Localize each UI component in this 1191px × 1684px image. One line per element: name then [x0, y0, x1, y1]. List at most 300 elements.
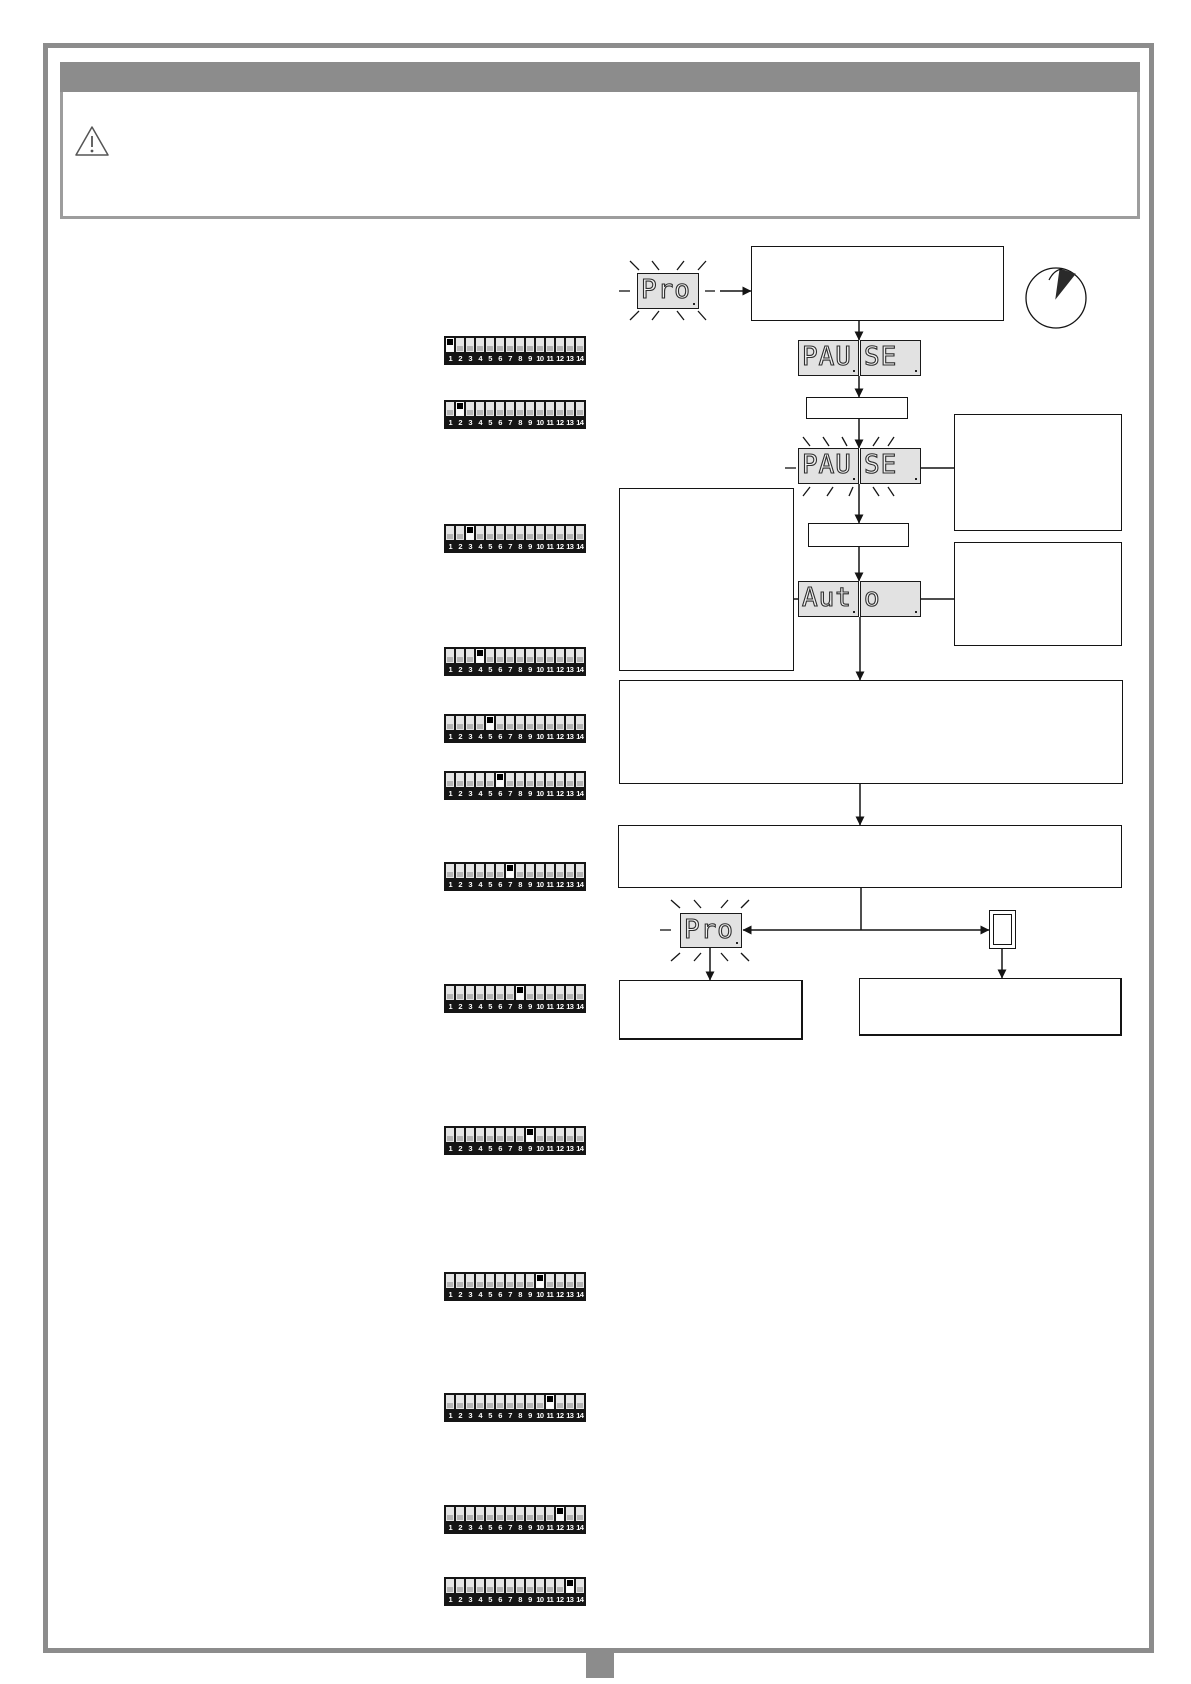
dip-switch-knob: [477, 724, 483, 729]
dip-switch-3: [466, 1274, 474, 1288]
dip-switch-number: 7: [508, 1411, 512, 1420]
dip-switch-number: 5: [488, 732, 492, 741]
dip-switch-number: 4: [478, 880, 482, 889]
dip-switch-knob: [487, 994, 493, 999]
dip-switch-block-5: [444, 714, 586, 743]
dip-switch-2: [456, 773, 464, 787]
dip-switch-number: 8: [518, 1290, 522, 1299]
dip-switch-knob: [497, 534, 503, 539]
dip-switch-knob: [467, 410, 473, 415]
dip-switch-knob: [477, 1136, 483, 1141]
dip-switch-number: 2: [458, 1411, 462, 1420]
dip-switch-14: [576, 1579, 584, 1593]
dip-switch-knob: [557, 1282, 563, 1287]
dip-switch-knob: [527, 1587, 533, 1592]
dip-switch-number: 14: [576, 1002, 584, 1011]
dip-switch-block-10: [444, 1272, 586, 1301]
dip-switch-number: 3: [468, 1411, 472, 1420]
dip-switch-11: [546, 1579, 554, 1593]
dip-switch-number: 7: [508, 1290, 512, 1299]
dip-switch-number: 3: [468, 542, 472, 551]
dip-switch-10: [536, 716, 544, 730]
dip-switch-knob: [517, 987, 523, 993]
dip-switch-number: 10: [536, 1144, 544, 1153]
dip-switch-3: [466, 773, 474, 787]
dip-switch-number: 4: [478, 1523, 482, 1532]
dip-switch-number: 1: [448, 1002, 453, 1011]
dip-switch-knob: [547, 872, 553, 877]
dip-switch-9: [526, 649, 534, 663]
dip-switch-9: [526, 773, 534, 787]
dip-switch-number: 8: [518, 732, 522, 741]
dip-switch-row: [446, 773, 584, 787]
dip-switch-knob: [457, 534, 463, 539]
dip-switch-block-11: [444, 1393, 586, 1422]
flow-box-start: [751, 246, 1004, 321]
dip-switch-5: [486, 338, 494, 352]
dip-switch-number: 10: [536, 1411, 544, 1420]
dip-switch-knob: [507, 1136, 513, 1141]
dip-switch-number: 10: [536, 1290, 544, 1299]
dip-switch-number: 6: [498, 1411, 502, 1420]
dip-switch-10: [536, 649, 544, 663]
dip-switch-knob: [527, 872, 533, 877]
dip-switch-number: 6: [498, 1144, 502, 1153]
dip-switch-knob: [467, 872, 473, 877]
dip-number-row: [446, 1594, 584, 1605]
dip-switch-14: [576, 1128, 584, 1142]
dip-switch-number: 13: [566, 880, 574, 889]
dip-switch-7: [506, 649, 514, 663]
dip-switch-knob: [467, 346, 473, 351]
lcd-display-pro-bottom: [680, 913, 742, 948]
dip-switch-14: [576, 773, 584, 787]
dip-switch-13: [566, 986, 574, 1000]
dip-switch-knob: [467, 781, 473, 786]
dip-switch-knob: [507, 534, 513, 539]
dip-switch-12: [556, 338, 564, 352]
dip-switch-5: [486, 1274, 494, 1288]
dip-switch-7: [506, 402, 514, 416]
dip-switch-number: 2: [458, 1523, 462, 1532]
dip-switch-8: [516, 526, 524, 540]
dip-switch-14: [576, 649, 584, 663]
dip-switch-number: 1: [448, 354, 453, 363]
dip-switch-8: [516, 1395, 524, 1409]
dip-switch-knob: [537, 1275, 543, 1281]
lcd-panel-left: PAU: [798, 340, 859, 376]
dip-switch-knob: [457, 1136, 463, 1141]
dip-switch-12: [556, 1507, 564, 1521]
dip-switch-knob: [507, 346, 513, 351]
dip-switch-9: [526, 864, 534, 878]
dip-switch-number: 10: [536, 1002, 544, 1011]
dip-switch-knob: [487, 410, 493, 415]
lcd-display-pause-flashing: [798, 448, 921, 484]
dip-switch-6: [496, 1395, 504, 1409]
dip-switch-number: 7: [508, 665, 512, 674]
dip-switch-8: [516, 649, 524, 663]
dip-switch-2: [456, 1128, 464, 1142]
dip-switch-knob: [477, 534, 483, 539]
dip-switch-knob: [507, 1515, 513, 1520]
dip-switch-9: [526, 986, 534, 1000]
dip-switch-knob: [467, 657, 473, 662]
dip-switch-12: [556, 716, 564, 730]
dip-switch-knob: [557, 994, 563, 999]
dip-number-row: [446, 1143, 584, 1154]
dip-switch-knob: [557, 1403, 563, 1408]
dip-switch-number: 5: [488, 354, 492, 363]
dip-switch-number: 7: [508, 732, 512, 741]
dip-switch-number: 4: [478, 418, 482, 427]
dip-number-row: [446, 353, 584, 364]
dip-switch-number: 8: [518, 880, 522, 889]
dip-switch-number: 9: [528, 1290, 532, 1299]
dip-switch-number: 11: [546, 1411, 554, 1420]
dip-switch-knob: [547, 994, 553, 999]
dip-switch-number: 8: [518, 789, 522, 798]
dip-switch-12: [556, 986, 564, 1000]
lcd-panel-right: SE: [860, 340, 921, 376]
dip-switch-6: [496, 986, 504, 1000]
dip-switch-number: 4: [478, 1595, 482, 1604]
dip-switch-10: [536, 1128, 544, 1142]
dip-switch-knob: [467, 1136, 473, 1141]
dip-switch-number: 6: [498, 1595, 502, 1604]
dip-switch-3: [466, 1128, 474, 1142]
dip-switch-number: 1: [448, 1290, 453, 1299]
dip-switch-9: [526, 338, 534, 352]
dip-switch-10: [536, 526, 544, 540]
dip-switch-knob: [557, 781, 563, 786]
dip-switch-knob: [557, 1136, 563, 1141]
dip-number-row: [446, 541, 584, 552]
dip-switch-knob: [457, 1587, 463, 1592]
dip-switch-number: 14: [576, 1144, 584, 1153]
dip-switch-number: 13: [566, 354, 574, 363]
dip-switch-2: [456, 338, 464, 352]
dip-switch-number: 6: [498, 1523, 502, 1532]
dip-switch-number: 8: [518, 1144, 522, 1153]
dip-switch-knob: [487, 346, 493, 351]
dip-switch-number: 9: [528, 1144, 532, 1153]
dip-switch-5: [486, 864, 494, 878]
dip-switch-row: [446, 1128, 584, 1142]
dip-switch-number: 6: [498, 789, 502, 798]
dip-switch-knob: [457, 872, 463, 877]
dip-switch-knob: [497, 346, 503, 351]
dip-switch-block-1: [444, 336, 586, 365]
dip-switch-4: [476, 773, 484, 787]
dip-switch-knob: [527, 410, 533, 415]
dip-switch-11: [546, 338, 554, 352]
dip-switch-knob: [467, 527, 473, 533]
dip-switch-row: [446, 1274, 584, 1288]
dip-switch-knob: [447, 872, 453, 877]
dip-switch-8: [516, 1507, 524, 1521]
dip-switch-4: [476, 986, 484, 1000]
dip-switch-4: [476, 716, 484, 730]
dip-switch-11: [546, 649, 554, 663]
dip-switch-knob: [537, 872, 543, 877]
dip-switch-number: 12: [556, 418, 564, 427]
dip-switch-6: [496, 338, 504, 352]
dip-switch-number: 5: [488, 1144, 492, 1153]
dip-switch-13: [566, 716, 574, 730]
dip-switch-14: [576, 716, 584, 730]
dip-switch-3: [466, 1507, 474, 1521]
dip-switch-number: 10: [536, 789, 544, 798]
dip-switch-number: 8: [518, 1411, 522, 1420]
dip-switch-3: [466, 649, 474, 663]
dip-switch-6: [496, 1128, 504, 1142]
dip-number-row: [446, 879, 584, 890]
dip-switch-10: [536, 864, 544, 878]
dip-switch-number: 13: [566, 1411, 574, 1420]
dip-switch-14: [576, 986, 584, 1000]
dip-switch-number: 3: [468, 732, 472, 741]
dip-switch-number: 4: [478, 1290, 482, 1299]
lcd-display-pro-top: [637, 273, 699, 309]
dip-switch-12: [556, 864, 564, 878]
dip-switch-number: 1: [448, 880, 453, 889]
dip-switch-knob: [517, 724, 523, 729]
dip-switch-knob: [497, 1403, 503, 1408]
button-rectangle-icon: [989, 910, 1016, 949]
dip-switch-knob: [467, 1403, 473, 1408]
dip-switch-1: [446, 526, 454, 540]
dip-switch-number: 6: [498, 732, 502, 741]
dip-switch-number: 6: [498, 354, 502, 363]
dip-switch-row: [446, 1395, 584, 1409]
dip-switch-10: [536, 338, 544, 352]
dip-switch-11: [546, 526, 554, 540]
dip-switch-1: [446, 649, 454, 663]
dip-switch-6: [496, 402, 504, 416]
dip-switch-10: [536, 1507, 544, 1521]
dip-switch-number: 9: [528, 665, 532, 674]
dip-switch-number: 9: [528, 418, 532, 427]
dip-switch-knob: [577, 1136, 583, 1141]
dip-switch-knob: [577, 657, 583, 662]
dip-switch-9: [526, 526, 534, 540]
dip-switch-number: 6: [498, 880, 502, 889]
dip-number-row: [446, 417, 584, 428]
dip-switch-2: [456, 1274, 464, 1288]
dip-switch-number: 12: [556, 665, 564, 674]
dip-switch-number: 2: [458, 354, 462, 363]
dip-switch-knob: [517, 346, 523, 351]
dip-switch-knob: [557, 872, 563, 877]
dip-switch-number: 3: [468, 1144, 472, 1153]
dip-switch-11: [546, 716, 554, 730]
dip-switch-number: 13: [566, 1523, 574, 1532]
dip-switch-knob: [537, 657, 543, 662]
dip-switch-number: 1: [448, 1595, 453, 1604]
dip-switch-knob: [557, 657, 563, 662]
dip-switch-knob: [517, 1403, 523, 1408]
dip-switch-knob: [577, 1282, 583, 1287]
dip-switch-knob: [537, 1587, 543, 1592]
dip-switch-3: [466, 402, 474, 416]
dip-switch-number: 3: [468, 1595, 472, 1604]
dip-switch-12: [556, 1274, 564, 1288]
dip-switch-knob: [527, 724, 533, 729]
dip-switch-knob: [567, 1515, 573, 1520]
dip-switch-6: [496, 864, 504, 878]
dip-switch-number: 11: [546, 1290, 554, 1299]
dip-switch-row: [446, 526, 584, 540]
dip-switch-7: [506, 1395, 514, 1409]
dip-switch-knob: [457, 1282, 463, 1287]
dip-switch-knob: [527, 657, 533, 662]
dip-switch-8: [516, 1128, 524, 1142]
dip-switch-12: [556, 649, 564, 663]
dip-switch-number: 14: [576, 1595, 584, 1604]
dip-switch-number: 3: [468, 1290, 472, 1299]
dip-switch-knob: [447, 410, 453, 415]
dip-switch-knob: [577, 724, 583, 729]
button-rectangle-inner: [993, 914, 1012, 945]
dip-switch-knob: [447, 1403, 453, 1408]
dip-switch-5: [486, 1128, 494, 1142]
flow-step-box-2: [808, 523, 909, 547]
dip-switch-number: 14: [576, 354, 584, 363]
dip-switch-knob: [547, 781, 553, 786]
dip-switch-number: 8: [518, 542, 522, 551]
dip-switch-knob: [577, 1515, 583, 1520]
dip-switch-number: 1: [448, 1523, 453, 1532]
dip-switch-block-12: [444, 1505, 586, 1534]
flow-note-box-right-2: [954, 542, 1122, 646]
dip-switch-2: [456, 864, 464, 878]
dip-switch-number: 10: [536, 1595, 544, 1604]
dip-switch-knob: [567, 346, 573, 351]
dip-switch-number: 1: [448, 789, 453, 798]
dip-switch-6: [496, 1579, 504, 1593]
dip-switch-knob: [507, 1587, 513, 1592]
dip-switch-number: 12: [556, 1002, 564, 1011]
dip-switch-knob: [487, 1403, 493, 1408]
dip-switch-number: 13: [566, 1595, 574, 1604]
dip-switch-14: [576, 864, 584, 878]
dip-switch-knob: [477, 1515, 483, 1520]
dip-number-row: [446, 664, 584, 675]
dip-switch-knob: [517, 534, 523, 539]
dip-switch-5: [486, 986, 494, 1000]
dip-switch-12: [556, 402, 564, 416]
dip-switch-7: [506, 773, 514, 787]
dip-switch-knob: [537, 1515, 543, 1520]
dip-switch-row: [446, 649, 584, 663]
dip-switch-number: 13: [566, 665, 574, 674]
dip-switch-knob: [457, 994, 463, 999]
dip-switch-knob: [547, 1587, 553, 1592]
dip-switch-number: 3: [468, 418, 472, 427]
dip-switch-knob: [497, 1282, 503, 1287]
dip-switch-knob: [527, 1282, 533, 1287]
dip-switch-number: 3: [468, 789, 472, 798]
dip-switch-knob: [497, 1136, 503, 1141]
dip-switch-knob: [537, 410, 543, 415]
dip-switch-knob: [477, 1403, 483, 1408]
dip-switch-10: [536, 1395, 544, 1409]
dip-switch-number: 6: [498, 418, 502, 427]
dip-switch-knob: [527, 346, 533, 351]
dip-switch-number: 7: [508, 1595, 512, 1604]
dip-switch-number: 5: [488, 542, 492, 551]
dip-switch-number: 4: [478, 732, 482, 741]
dip-switch-number: 11: [546, 1144, 554, 1153]
dip-switch-number: 5: [488, 1411, 492, 1420]
dip-switch-number: 4: [478, 1144, 482, 1153]
dip-switch-row: [446, 1507, 584, 1521]
dip-switch-11: [546, 402, 554, 416]
dip-switch-8: [516, 338, 524, 352]
dip-switch-knob: [507, 1403, 513, 1408]
dip-switch-knob: [517, 781, 523, 786]
dip-switch-9: [526, 1395, 534, 1409]
dip-switch-14: [576, 402, 584, 416]
dip-switch-13: [566, 1128, 574, 1142]
dip-switch-knob: [547, 1282, 553, 1287]
dip-switch-number: 9: [528, 1002, 532, 1011]
dip-switch-number: 9: [528, 732, 532, 741]
dip-switch-knob: [487, 1282, 493, 1287]
dip-switch-row: [446, 402, 584, 416]
dip-switch-knob: [577, 872, 583, 877]
dip-switch-14: [576, 1507, 584, 1521]
dip-switch-4: [476, 1274, 484, 1288]
dip-switch-knob: [507, 724, 513, 729]
dip-switch-knob: [497, 657, 503, 662]
dip-switch-knob: [447, 1136, 453, 1141]
dip-switch-number: 14: [576, 665, 584, 674]
dip-switch-number: 10: [536, 542, 544, 551]
lcd-panel-right: SE: [860, 448, 921, 484]
dip-switch-knob: [537, 781, 543, 786]
dip-switch-5: [486, 716, 494, 730]
dip-switch-knob: [547, 346, 553, 351]
warning-exclamation-dot: [91, 150, 94, 153]
dip-switch-knob: [577, 346, 583, 351]
dip-switch-14: [576, 1274, 584, 1288]
flow-box-result-left: [619, 980, 803, 1040]
dip-number-row: [446, 788, 584, 799]
dip-switch-5: [486, 773, 494, 787]
dip-switch-number: 4: [478, 665, 482, 674]
dip-switch-5: [486, 649, 494, 663]
dip-switch-row: [446, 338, 584, 352]
dip-switch-13: [566, 526, 574, 540]
dip-switch-13: [566, 864, 574, 878]
dip-switch-block-6: [444, 771, 586, 800]
dip-switch-number: 6: [498, 542, 502, 551]
dip-switch-4: [476, 1128, 484, 1142]
dip-switch-knob: [547, 1396, 553, 1402]
dip-switch-4: [476, 864, 484, 878]
dip-switch-number: 8: [518, 354, 522, 363]
dip-switch-13: [566, 402, 574, 416]
dip-switch-number: 8: [518, 1595, 522, 1604]
dip-switch-block-13: [444, 1577, 586, 1606]
dip-switch-row: [446, 716, 584, 730]
dip-switch-2: [456, 1507, 464, 1521]
dip-switch-number: 2: [458, 1290, 462, 1299]
dip-switch-knob: [487, 872, 493, 877]
dip-switch-7: [506, 526, 514, 540]
